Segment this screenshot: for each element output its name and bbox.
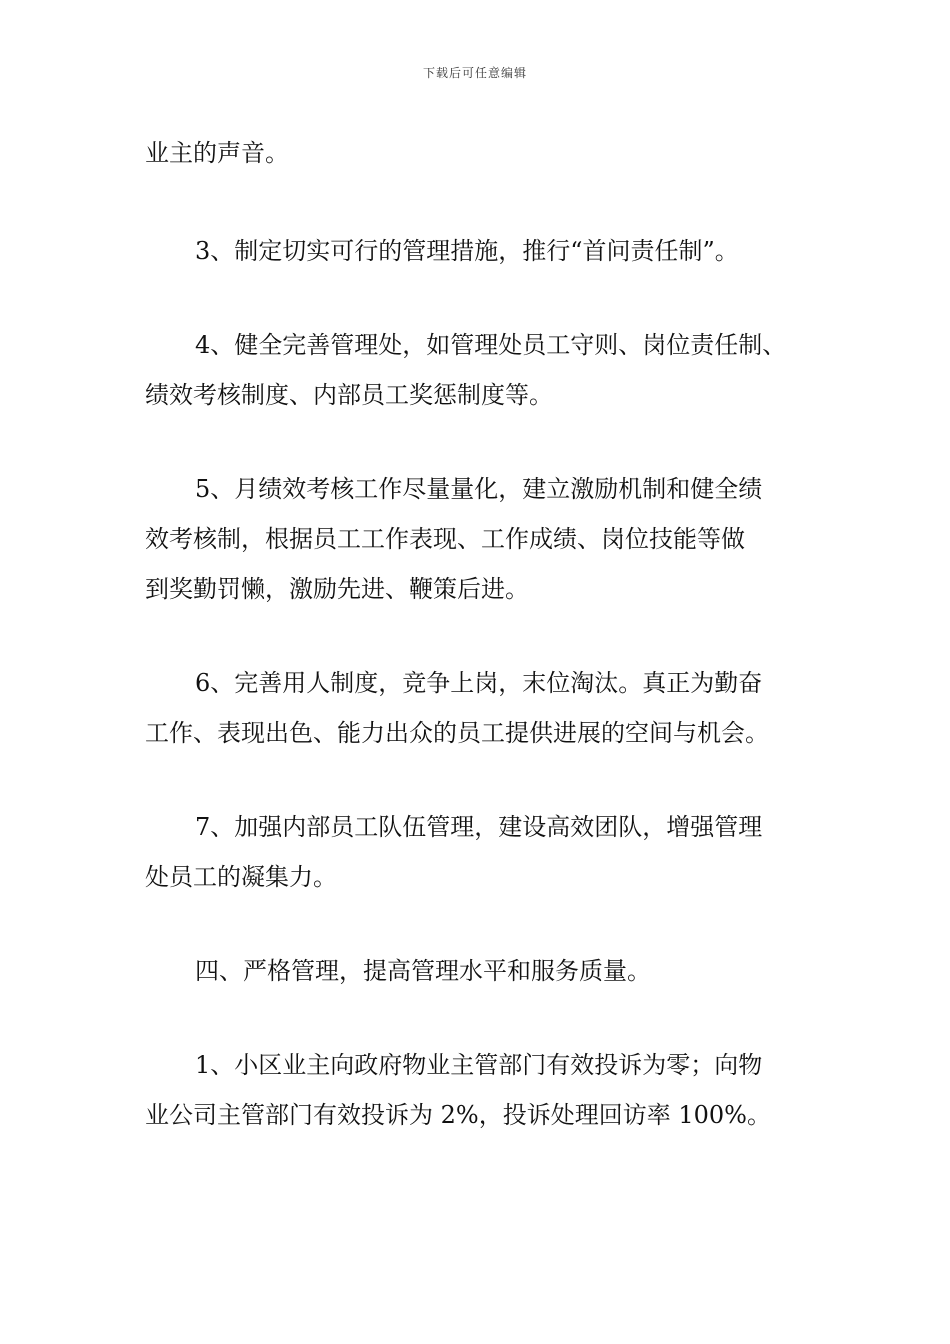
- paragraph-item-3: [145, 226, 835, 276]
- text-line: 绩效考核制度、内部员工奖惩制度等。: [145, 381, 553, 409]
- document-body: [145, 128, 835, 1184]
- text-line: 业公司主管部门有效投诉为 2%，投诉处理回访率 100%。: [145, 1101, 771, 1129]
- paragraph-item-7: [145, 802, 835, 902]
- page-header: 下载后可任意编辑: [422, 66, 527, 80]
- text-line: 业主的声音。: [145, 139, 289, 167]
- section-heading-4: [145, 946, 835, 996]
- text-line: 处员工的凝集力。: [145, 863, 337, 891]
- text-line: 四、严格管理，提高管理水平和服务质量。: [195, 957, 651, 985]
- paragraph-continuation: [145, 128, 835, 178]
- text-line: 到奖勤罚懒，激励先进、鞭策后进。: [145, 575, 529, 603]
- text-line: 工作、表现出色、能力出众的员工提供进展的空间与机会。: [145, 719, 769, 747]
- text-line: 6、完善用人制度，竞争上岗，末位淘汰。真正为勤奋: [195, 669, 763, 697]
- paragraph-item-5: [145, 464, 835, 614]
- paragraph-item-1: [145, 1040, 835, 1140]
- text-line: 3、制定切实可行的管理措施，推行“首问责任制”。: [195, 237, 739, 265]
- text-line: 1、小区业主向政府物业主管部门有效投诉为零；向物: [195, 1051, 763, 1079]
- text-line: 4、健全完善管理处，如管理处员工守则、岗位责任制、: [195, 331, 787, 359]
- text-line: 5、月绩效考核工作尽量量化，建立激励机制和健全绩: [195, 475, 763, 503]
- paragraph-item-6: [145, 658, 835, 758]
- text-line: 效考核制，根据员工工作表现、工作成绩、岗位技能等做: [145, 525, 745, 553]
- text-line: 7、加强内部员工队伍管理，建设高效团队，增强管理: [195, 813, 763, 841]
- paragraph-item-4: [145, 320, 835, 420]
